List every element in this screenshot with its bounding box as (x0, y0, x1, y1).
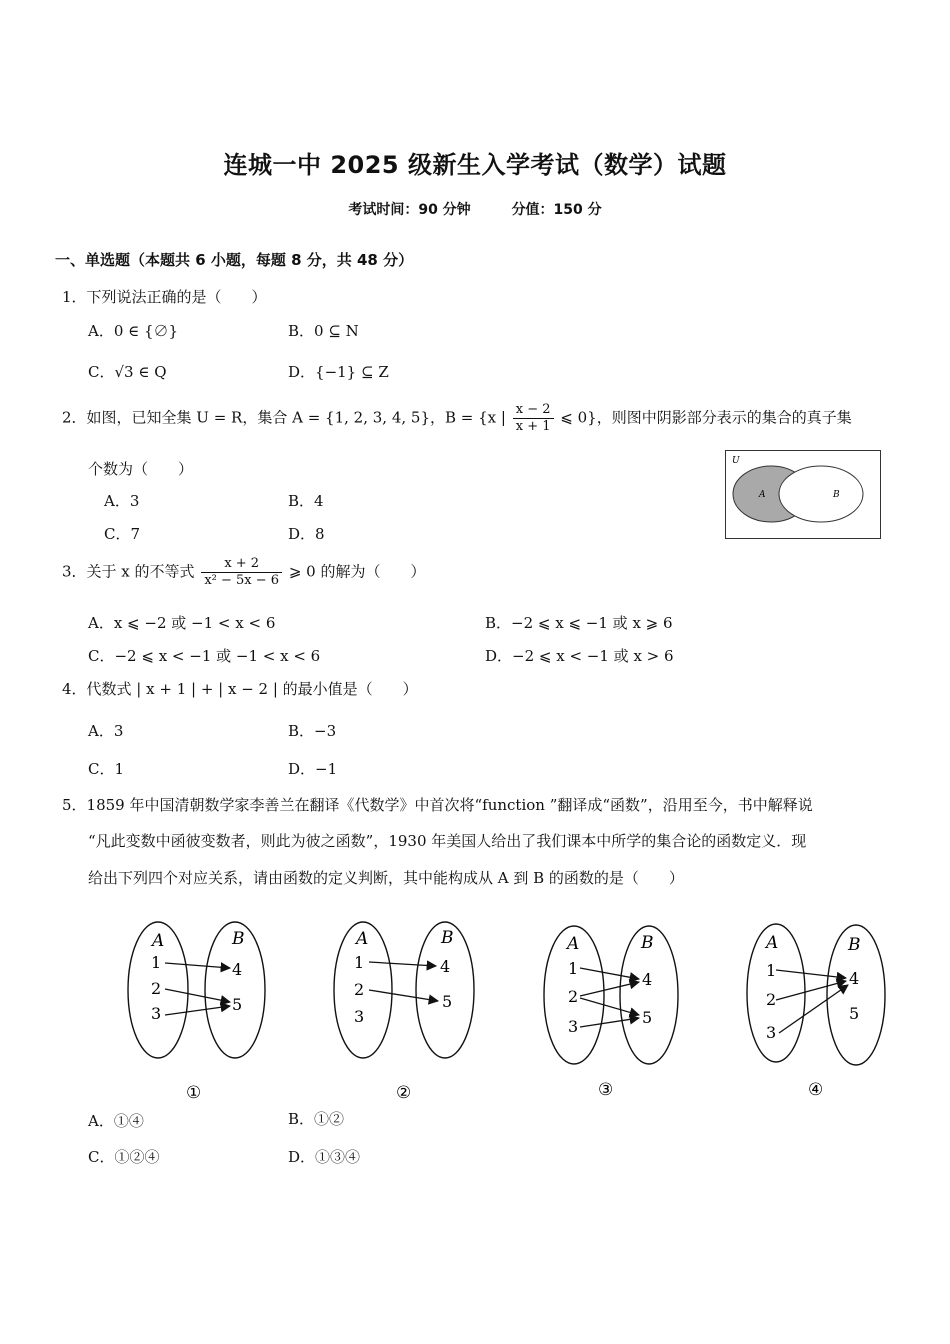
diagram-1-arrow (165, 1006, 230, 1015)
q5-option-b: B．①② (288, 1110, 345, 1128)
diagram-1 (128, 922, 265, 1103)
diagram-2-label-a: A (356, 929, 369, 949)
q1-option-d: D．{−1} ⊆ Z (288, 363, 389, 381)
diagram-3 (544, 926, 678, 1100)
diagram-2-caption: ② (396, 1083, 412, 1103)
q3-option-b: B．−2 ⩽ x ⩽ −1 或 x ⩾ 6 (485, 614, 673, 632)
venn-label-u: U (732, 456, 740, 466)
q1-option-a: A．0 ∈ {∅} (88, 322, 179, 340)
q2-option-d: D．8 (288, 525, 325, 543)
diagram-2-arrow (369, 990, 438, 1001)
q5-stem-line3: 给出下列四个对应关系，请由函数的定义判断，其中能构成从 A 到 B 的函数的是（ ） (88, 869, 684, 887)
q2-stem-part1: 2．如图，已知全集 U = R，集合 A = {1, 2, 3, 4, 5}，B = {x | (62, 408, 506, 427)
diagram-4-b4: 4 (849, 969, 860, 988)
q2-stem-part2: ⩽ 0}，则图中阴影部分表示的集合的真子集 (560, 408, 852, 427)
diagram-1-b5: 5 (232, 995, 243, 1014)
venn-diagram (725, 450, 882, 540)
q1-option-c: C．√3 ∈ Q (88, 363, 167, 381)
diagram-4-label-b: B (848, 935, 861, 955)
diagram-2-a1: 1 (354, 953, 365, 972)
diagram-1-caption: ① (186, 1083, 202, 1103)
q3-stem-part2: ⩾ 0 的解为（ ） (288, 562, 426, 581)
diagram-1-label-a: A (152, 931, 165, 951)
diagram-3-a1: 1 (568, 959, 579, 978)
section-heading: 一、单选题（本题共 6 小题，每题 8 分，共 48 分） (55, 251, 414, 269)
diagram-4-arrow (779, 985, 848, 1033)
q3-frac-den: x² − 5x − 6 (204, 573, 280, 588)
exam-time: 考试时间：90 分钟 (348, 202, 471, 218)
diagram-4-a1: 1 (766, 961, 777, 980)
diagram-4-caption: ④ (808, 1080, 824, 1100)
q4-option-b: B．−3 (288, 722, 337, 740)
diagram-1-a1: 1 (151, 953, 162, 972)
diagram-3-label-a: A (567, 934, 580, 954)
q4-option-c: C．1 (88, 760, 125, 778)
q3-fraction (201, 556, 282, 589)
exam-score: 分值：150 分 (511, 202, 602, 218)
diagram-2 (334, 922, 474, 1103)
q5-option-a: A．①④ (88, 1112, 144, 1130)
diagram-2-a2: 2 (354, 980, 365, 999)
diagram-2-a3: 3 (354, 1007, 365, 1026)
q2-fraction (513, 402, 554, 435)
q2-stem (62, 402, 852, 435)
diagram-2-b5: 5 (442, 992, 453, 1011)
q2-frac-num: x − 2 (513, 402, 554, 419)
q5-stem-line1: 5．1859 年中国清朝数学家李善兰在翻译《代数学》中首次将“function ”翻译成“函数”，沿用至今，书中解释说 (62, 796, 813, 814)
exam-info (0, 199, 950, 219)
q1-option-b: B．0 ⊆ N (288, 322, 359, 340)
diagram-1-arrow (165, 989, 230, 1002)
diagram-1-a3: 3 (151, 1004, 162, 1023)
q2-stem-cont: 个数为（ ） (88, 460, 194, 478)
q2-frac-den: x + 1 (515, 419, 551, 434)
q4-stem: 4．代数式 | x + 1 | + | x − 2 | 的最小值是（ ） (62, 680, 418, 698)
exam-title: 连城一中 2025 级新生入学考试（数学）试题 (223, 151, 727, 179)
mapping-diagrams (0, 905, 950, 1105)
q3-stem-part1: 3．关于 x 的不等式 (62, 562, 195, 581)
diagram-3-b5: 5 (642, 1008, 653, 1027)
q2-option-b: B．4 (288, 492, 324, 510)
diagram-4-arrow (776, 970, 846, 978)
q2-option-a: A．3 (104, 492, 140, 510)
q3-frac-num: x + 2 (201, 556, 282, 573)
q3-option-d: D．−2 ⩽ x < −1 或 x > 6 (485, 647, 674, 665)
diagram-4-arrow (776, 981, 846, 1000)
q2-option-c: C．7 (104, 525, 141, 543)
q4-option-a: A．3 (88, 722, 124, 740)
q5-stem-line2: “凡此变数中函彼变数者，则此为彼之函数”，1930 年美国人给出了我们课本中所学的集合论的函数定义．现 (88, 832, 807, 850)
diagram-3-arrow (580, 968, 639, 979)
q3-stem (62, 556, 426, 589)
diagram-3-arrow (580, 1018, 639, 1027)
diagram-3-caption: ③ (598, 1080, 614, 1100)
diagram-2-label-b: B (441, 928, 454, 948)
diagram-4 (747, 924, 885, 1100)
q5-option-c: C．①②④ (88, 1148, 160, 1166)
venn-set-b (779, 466, 863, 522)
diagram-3-arrow (580, 998, 639, 1015)
diagram-1-b4: 4 (232, 960, 243, 979)
q5-option-d: D．①③④ (288, 1148, 361, 1166)
diagram-1-a2: 2 (151, 979, 162, 998)
diagram-4-a2: 2 (766, 990, 777, 1009)
q3-option-c: C．−2 ⩽ x < −1 或 −1 < x < 6 (88, 647, 321, 665)
diagram-3-a3: 3 (568, 1017, 579, 1036)
diagram-1-label-b: B (232, 929, 245, 949)
q1-stem: 1．下列说法正确的是（ ） (62, 288, 267, 306)
diagram-3-label-b: B (641, 933, 654, 953)
diagram-3-arrow (580, 982, 639, 996)
diagram-4-b5: 5 (849, 1004, 860, 1023)
diagram-4-a3: 3 (766, 1023, 777, 1042)
venn-label-b: B (833, 490, 840, 500)
q4-option-d: D．−1 (288, 760, 338, 778)
venn-label-a: A (759, 490, 766, 500)
diagram-2-arrow (369, 962, 436, 966)
diagram-3-b4: 4 (642, 970, 653, 989)
diagram-3-a2: 2 (568, 987, 579, 1006)
diagram-4-label-a: A (766, 933, 779, 953)
diagram-1-arrow (165, 963, 230, 968)
q3-option-a: A．x ⩽ −2 或 −1 < x < 6 (88, 614, 276, 632)
diagram-2-b4: 4 (440, 957, 451, 976)
